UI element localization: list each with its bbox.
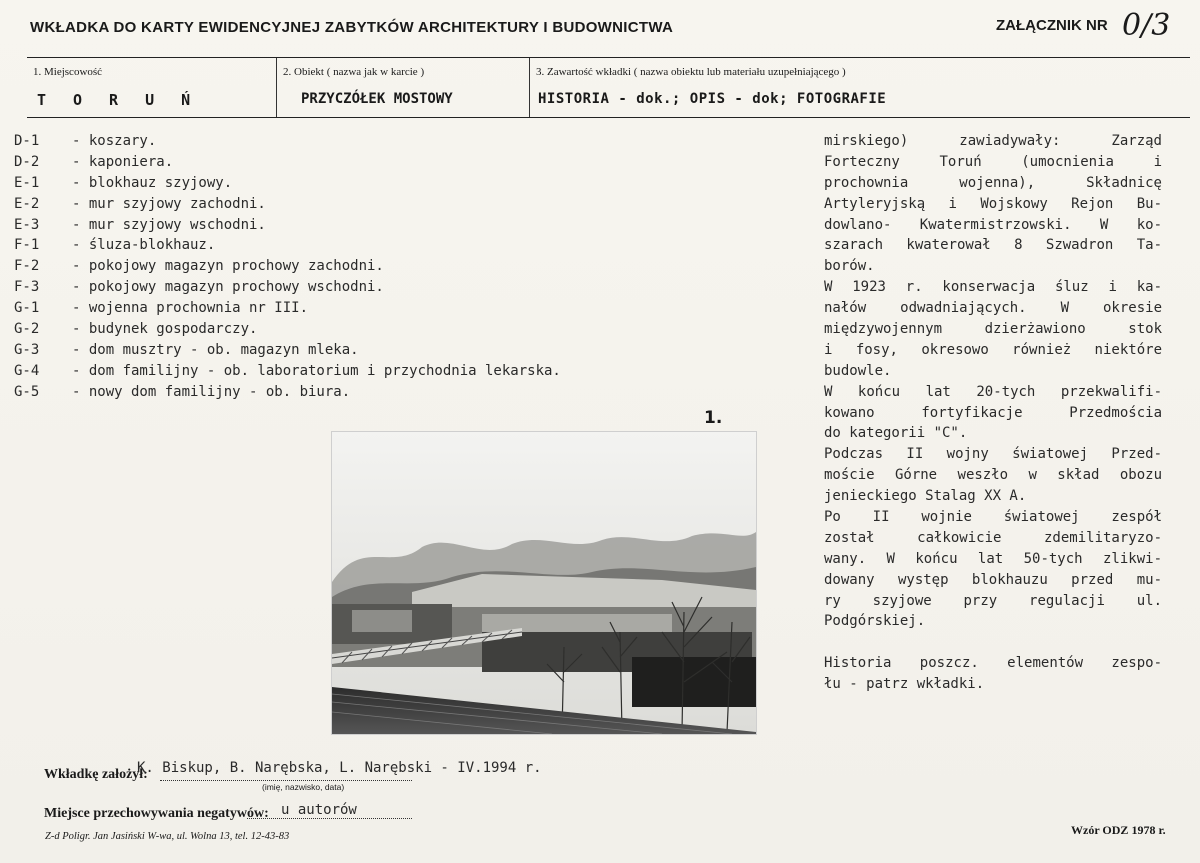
element-code: D-1 <box>14 133 40 149</box>
history-line: prochownia wojenna), Składnicę <box>824 174 1162 191</box>
form-title: WKŁADKA DO KARTY EWIDENCYJNEJ ZABYTKÓW ARCHITEKTURY I BUDOWNICTWA <box>30 19 674 36</box>
history-line: Podgórskiej. <box>824 613 926 630</box>
element-row <box>14 298 694 319</box>
element-code: G-2 <box>14 321 40 338</box>
object-field <box>276 58 530 117</box>
history-line: wany. W końcu lat 50-tych zlikwi- <box>824 550 1162 567</box>
history-line: został całkowicie zdemilitaryzo- <box>824 529 1162 546</box>
element-code: E-1 <box>14 174 40 191</box>
element-row <box>14 382 694 403</box>
history-line: nałów odwadniających. W okresie <box>824 300 1162 317</box>
element-text: - pokojowy magazyn prochowy zachodni. <box>72 258 384 275</box>
history-line: budowle. <box>824 362 892 379</box>
element-list <box>14 131 694 403</box>
element-row <box>14 340 694 361</box>
element-code: E-3 <box>14 216 40 233</box>
locality-label: 1. Miejscowość <box>33 66 103 78</box>
history-line: mirskiego) zawiadywały: Zarząd <box>824 133 1162 149</box>
history-line: Podczas II wojny światowej Przed- <box>824 446 1162 463</box>
photograph <box>331 431 757 735</box>
locality-value: TORUŃ <box>37 91 218 109</box>
element-code: G-4 <box>14 362 40 379</box>
element-row <box>14 152 694 173</box>
history-line: borów. <box>824 258 875 275</box>
object-label: 2. Obiekt ( nazwa jak w karcie ) <box>283 66 425 78</box>
annex-label: ZAŁĄCZNIK NR <box>996 17 1108 34</box>
element-row <box>14 215 694 236</box>
history-text <box>824 131 1162 695</box>
history-line: międzywojennym dzierżawiono stok <box>824 321 1162 338</box>
storage-dotted-line <box>247 818 412 819</box>
author-value: K. Biskup, B. Narębska, L. Narębski - IV.1994 r. <box>137 760 542 776</box>
element-code: F-3 <box>14 279 40 296</box>
history-line: ry szyjowe przy regulacji ul. <box>824 592 1162 609</box>
history-line: kowano fortyfikacje Przedmościa <box>824 404 1162 421</box>
element-code: G-1 <box>14 300 40 317</box>
history-note-line: łu - patrz wkładki. <box>824 676 985 693</box>
history-line: do kategorii "C". <box>824 425 968 442</box>
contents-field <box>529 58 1191 117</box>
history-note-line: Historia poszcz. elementów zespo- <box>824 655 1162 672</box>
element-text: - śluza-blokhauz. <box>72 237 216 254</box>
history-line: jenieckiego Stalag XX A. <box>824 488 1027 505</box>
printer-imprint: Z-d Poligr. Jan Jasiński W-wa, ul. Wolna 13, tel. 12-43-83 <box>45 831 290 842</box>
history-line: dowany występ blokhauzu przed mu- <box>824 571 1162 588</box>
element-text: - wojenna prochownia nr III. <box>72 300 309 317</box>
element-row <box>14 173 694 194</box>
element-code: E-2 <box>14 195 40 212</box>
element-row <box>14 361 694 382</box>
element-code: G-3 <box>14 341 40 358</box>
storage-label: Miejsce przechowywania negatywów: <box>44 806 269 821</box>
history-line: moście Górne weszło w skład obozu <box>824 467 1162 484</box>
annex-number: 0/3 <box>1122 8 1171 43</box>
history-line: szarach kwaterował 8 Szwadron Ta- <box>824 237 1162 254</box>
header-fields <box>27 57 1190 118</box>
element-text: - dom familijny - ob. laboratorium i przychodnia lekarska. <box>72 362 561 379</box>
storage-value: u autorów <box>281 802 357 818</box>
history-line: Po II wojnie światowej zespół <box>824 509 1162 526</box>
author-label: Wkładkę założył: <box>44 767 148 782</box>
history-line: W końcu lat 20-tych przekwalifi- <box>824 383 1162 400</box>
element-text: - mur szyjowy wschodni. <box>72 216 266 233</box>
history-line: Artyleryjską i Wojskowy Rejon Bu- <box>824 195 1162 212</box>
history-line: i fosy, okresowo również niektóre <box>824 341 1162 358</box>
author-hint: (imię, nazwisko, data) <box>262 782 345 792</box>
history-line: W 1923 r. konserwacja śluz i ka- <box>824 279 1162 296</box>
element-text: - kaponiera. <box>72 153 174 170</box>
element-code: F-2 <box>14 258 40 275</box>
form-pattern: Wzór ODZ 1978 r. <box>1071 823 1166 837</box>
paragraph-gap <box>824 632 1162 653</box>
element-code: F-1 <box>14 237 40 254</box>
locality-field <box>27 58 276 117</box>
element-row <box>14 131 694 152</box>
element-row <box>14 256 694 277</box>
photo-number: 1. <box>704 408 723 428</box>
element-text: - nowy dom familijny - ob. biura. <box>72 383 351 400</box>
element-text: - dom musztry - ob. magazyn mleka. <box>72 341 359 358</box>
author-dotted-line <box>160 780 412 781</box>
element-row <box>14 194 694 215</box>
element-text: - koszary. <box>72 133 157 149</box>
element-row <box>14 277 694 298</box>
contents-label: 3. Zawartość wkładki ( nazwa obiektu lub materiału uzupełniającego ) <box>536 66 846 78</box>
element-code: D-2 <box>14 153 40 170</box>
element-row <box>14 319 694 340</box>
element-text: - blokhauz szyjowy. <box>72 174 233 191</box>
contents-value: HISTORIA - dok.; OPIS - dok; FOTOGRAFIE <box>538 91 887 107</box>
photograph-image <box>332 432 756 734</box>
element-code: G-5 <box>14 383 40 400</box>
history-line: Forteczny Toruń (umocnienia i <box>824 153 1162 170</box>
element-text: - mur szyjowy zachodni. <box>72 195 266 212</box>
history-line: dowlano- Kwatermistrzowski. W ko- <box>824 216 1162 233</box>
element-text: - pokojowy magazyn prochowy wschodni. <box>72 279 384 296</box>
element-row <box>14 235 694 256</box>
object-value: PRZYCZÓŁEK MOSTOWY <box>301 91 453 107</box>
element-text: - budynek gospodarczy. <box>72 321 258 338</box>
